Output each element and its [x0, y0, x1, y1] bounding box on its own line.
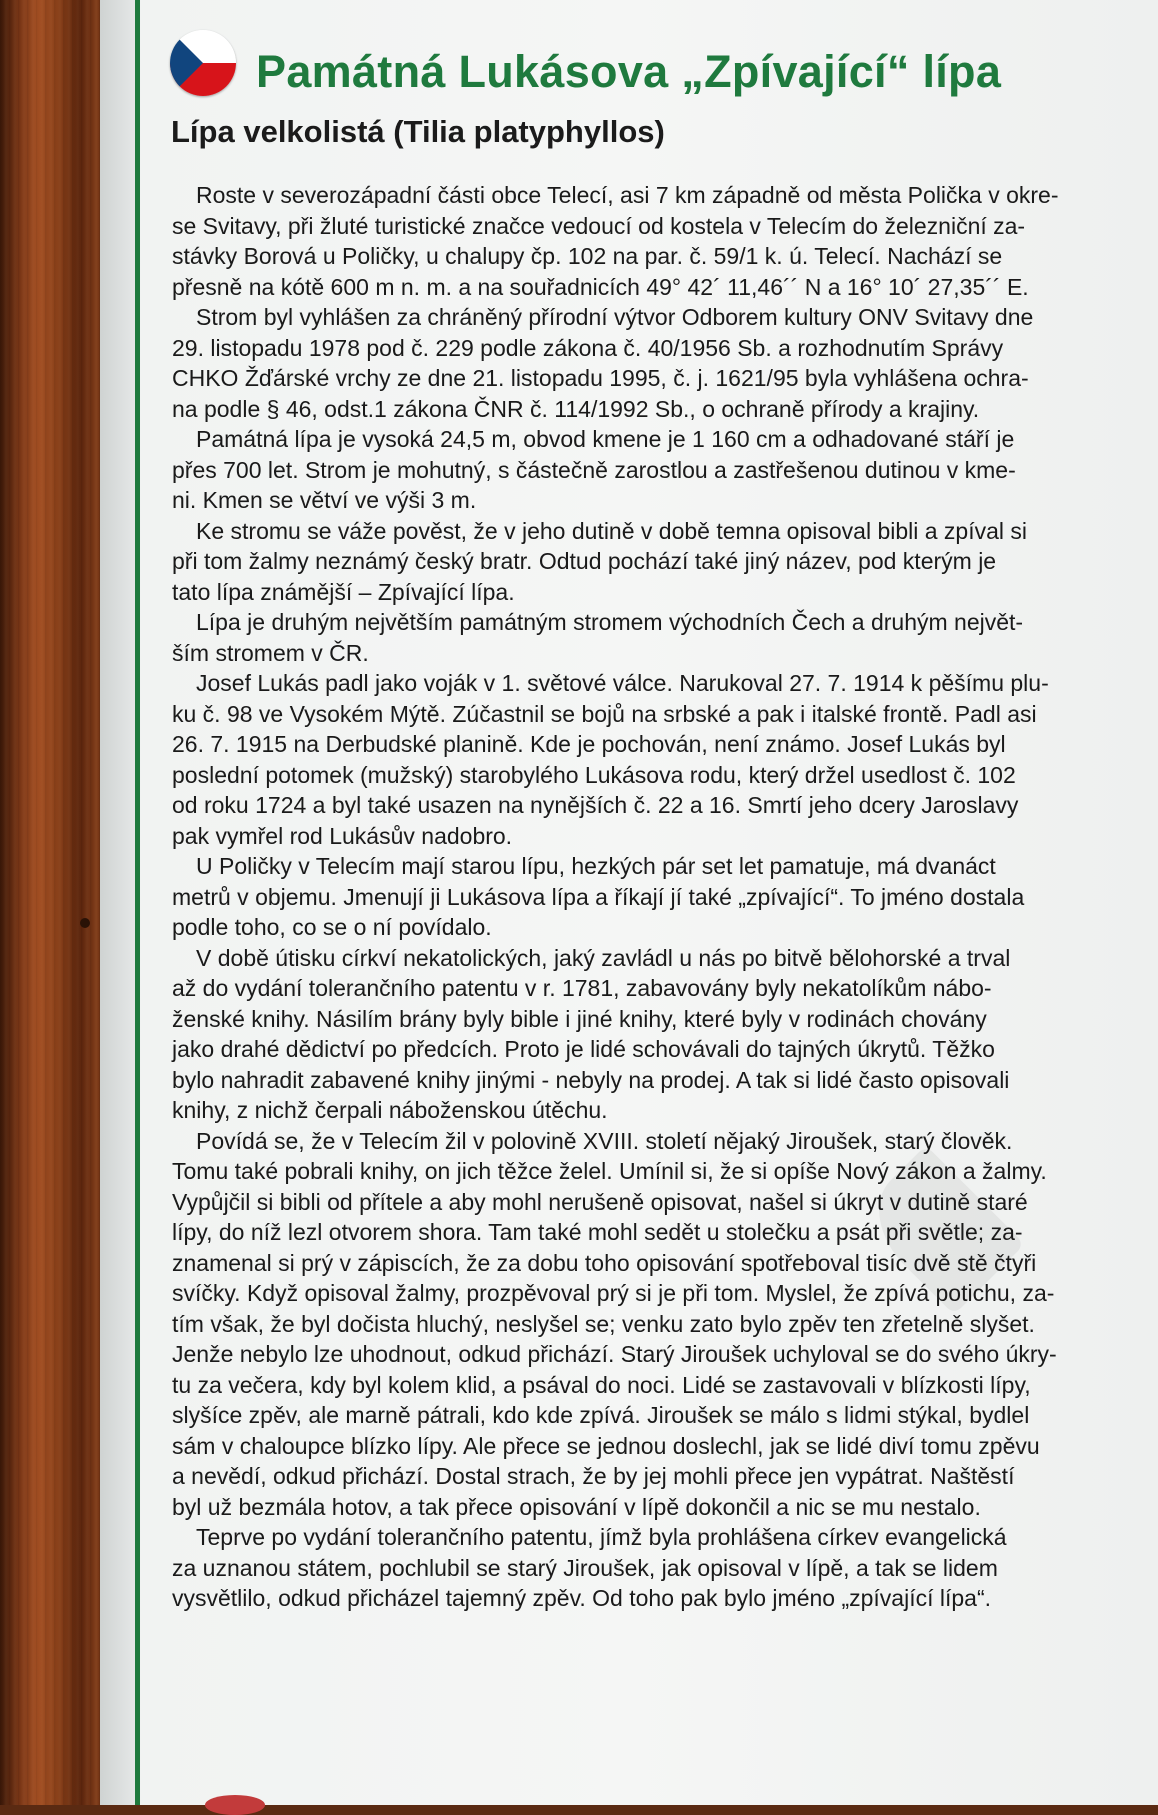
text-line: přes 700 let. Strom je mohutný, s částečně zarostlou a zastřešenou dutinou v kme-: [172, 456, 1016, 483]
text-line: Strom byl vyhlášen za chráněný přírodní výtvor Odborem kultury ONV Svitavy dne: [196, 304, 1034, 330]
sign-subtitle: Lípa velkolistá (Tilia platyphyllos): [171, 114, 665, 149]
text-line: Jenže nebylo lze uhodnout, odkud přichází. Starý Jiroušek uchyloval se do svého úkry-: [172, 1341, 1057, 1367]
text-line: CHKO Žďárské vrchy ze dne 21. listopadu 1995, č. j. 1621/95 byla vyhlášena ochra-: [172, 365, 1029, 391]
text-line: metrů v objemu. Jmenují ji Lukásova lípa a říkají jí také „zpívající“. To jméno dostala: [172, 883, 1025, 910]
text-line: ku č. 98 ve Vysokém Mýtě. Zúčastnil se bojů na srbské a pak i italské frontě. Padl asi: [172, 700, 1037, 727]
text-line: přesně na kótě 600 m n. m. a na souřadnicích 49° 42´ 11,46´´ N a 16° 10´ 27,35´´ E.: [172, 273, 1029, 300]
text-line: knihy, z nichž čerpali náboženskou útěchu.: [172, 1097, 608, 1123]
text-line: tato lípa známější – Zpívající lípa.: [172, 578, 515, 605]
text-line: Josef Lukás padl jako voják v 1. světové válce. Narukoval 27. 7. 1914 k pěšímu plu-: [196, 670, 1049, 696]
text-line: Roste v severozápadní části obce Telecí, asi 7 km západně od města Polička v okre-: [196, 182, 1059, 208]
sign-body-text: [172, 180, 1150, 1614]
text-line: Tomu také pobrali knihy, on jich těžce želel. Umínil si, že si opíše Nový zákon a žalmy.: [172, 1158, 1047, 1184]
text-line: sám v chaloupce blízko lípy. Ale přece se jednou doslechl, jak se lidé diví tomu zpěvu: [172, 1432, 1040, 1459]
text-line: a nevědí, odkud přichází. Dostal strach, že by jej mohli přece jen vypátrat. Naštěstí: [172, 1463, 1015, 1489]
text-line: poslední potomek (mužský) starobylého Lukásova rodu, který držel usedlost č. 102: [172, 761, 1016, 788]
text-line: ženské knihy. Násilím brány byly bible i jiné knihy, které byly v rodinách chovány: [172, 1005, 987, 1032]
text-line: jako drahé dědictví po předcích. Proto je lidé schovávali do tajných úkrytů. Těžko: [172, 1036, 995, 1062]
nail-head: [80, 918, 90, 928]
text-line: Památná lípa je vysoká 24,5 m, obvod kmene je 1 160 cm a odhadované stáří je: [196, 426, 1015, 452]
text-line: znamenal si prý v zápiscích, že za dobu toho opisování spotřeboval tisíc dvě stě čtyři: [172, 1249, 1037, 1276]
text-line: ším stromem v ČR.: [172, 639, 369, 666]
text-line: byl už bezmála hotov, a tak přece opisování v lípě dokončil a nic se mu nestalo.: [172, 1493, 981, 1520]
text-line: Povídá se, že v Telecím žil v polovině XVIII. století nějaký Jiroušek, starý člověk.: [196, 1127, 1013, 1154]
sign-green-border: [135, 0, 140, 1805]
text-line: svíčky. Když opisoval žalmy, prozpěvoval prý si je při tom. Myslel, že zpívá potichu, za-: [172, 1280, 1055, 1306]
text-line: pak vymřel rod Lukásův nadobro.: [172, 822, 513, 849]
text-line: podle toho, co se o ní povídalo.: [172, 914, 492, 940]
red-mark: [205, 1795, 265, 1815]
text-line: 29. listopadu 1978 pod č. 229 podle zákona č. 40/1956 Sb. a rozhodnutím Správy: [172, 334, 1004, 361]
text-line: stávky Borová u Poličky, u chalupy čp. 102 na par. č. 59/1 k. ú. Telecí. Nachází se: [172, 243, 1003, 269]
text-line: až do vydání tolerančního patentu v r. 1781, zabavovány byly nekatolíkům nábo-: [172, 975, 992, 1001]
text-line: vysvětlilo, odkud přicházel tajemný zpěv. Od toho pak bylo jméno „zpívající lípa“.: [172, 1585, 992, 1611]
text-line: za uznanou státem, pochlubil se starý Jiroušek, jak opisoval v lípě, a tak se lidem: [172, 1554, 998, 1581]
text-line: od roku 1724 a byl také usazen na nynějších č. 22 a 16. Smrtí jeho dcery Jaroslavy: [172, 792, 1019, 818]
text-line: V době útisku církví nekatolických, jaký zavládl u nás po bitvě bělohorské a trval: [196, 944, 1011, 971]
wood-grain: [0, 0, 110, 1805]
text-line: ni. Kmen se větví ve výši 3 m.: [172, 487, 477, 513]
text-line: bylo nahradit zabavené knihy jinými - nebyly na prodej. A tak si lidé často opisovali: [172, 1066, 1010, 1093]
text-line: lípy, do níž lezl otvorem shora. Tam také mohl sedět u stolečku a psát při světle; za-: [172, 1219, 1023, 1245]
text-line: U Poličky v Telecím mají starou lípu, hezkých pár set let pamatuje, má dvanáct: [196, 853, 996, 879]
text-line: při tom žalmy neznámý český bratr. Odtud pochází také jiný název, pod kterým je: [172, 548, 997, 574]
text-line: Ke stromu se váže pověst, že v jeho dutině v době temna opisoval bibli a zpíval si: [196, 517, 1028, 544]
sign-title: Památná Lukásova „Zpívající“ lípa: [256, 46, 1002, 97]
text-line: tím však, že byl dočista hluchý, neslyšel se; venku zato bylo zpěv ten zřetelně slyšet.: [172, 1310, 1035, 1337]
text-line: Teprve po vydání tolerančního patentu, jímž byla prohlášena církev evangelická: [196, 1524, 1007, 1550]
text-line: tu za večera, kdy byl kolem klid, a psával do noci. Lidé se zastavovali v blízkosti lípy,: [172, 1371, 1031, 1398]
text-line: slyšíce zpěv, ale marně pátrali, kdo kde zpívá. Jiroušek se málo s lidmi stýkal, bydlel: [172, 1402, 1030, 1428]
czech-flag-icon: [170, 30, 236, 96]
text-line: Lípa je druhým největším památným stromem východních Čech a druhým největ-: [196, 609, 1024, 635]
text-line: na podle § 46, odst.1 zákona ČNR č. 114/1992 Sb., o ochraně přírody a krajiny.: [172, 395, 980, 422]
text-line: se Svitavy, při žluté turistické značce vedoucí od kostela v Telecím do železniční za-: [172, 212, 1026, 239]
text-line: Vypůjčil si bibli od přítele a aby mohl nerušeně opisovat, našel si úkryt v dutině staré: [172, 1188, 1028, 1215]
sign-left-edge: [100, 0, 140, 1805]
text-line: 26. 7. 1915 na Derbudské planině. Kde je pochován, není známo. Josef Lukás byl: [172, 731, 1006, 757]
